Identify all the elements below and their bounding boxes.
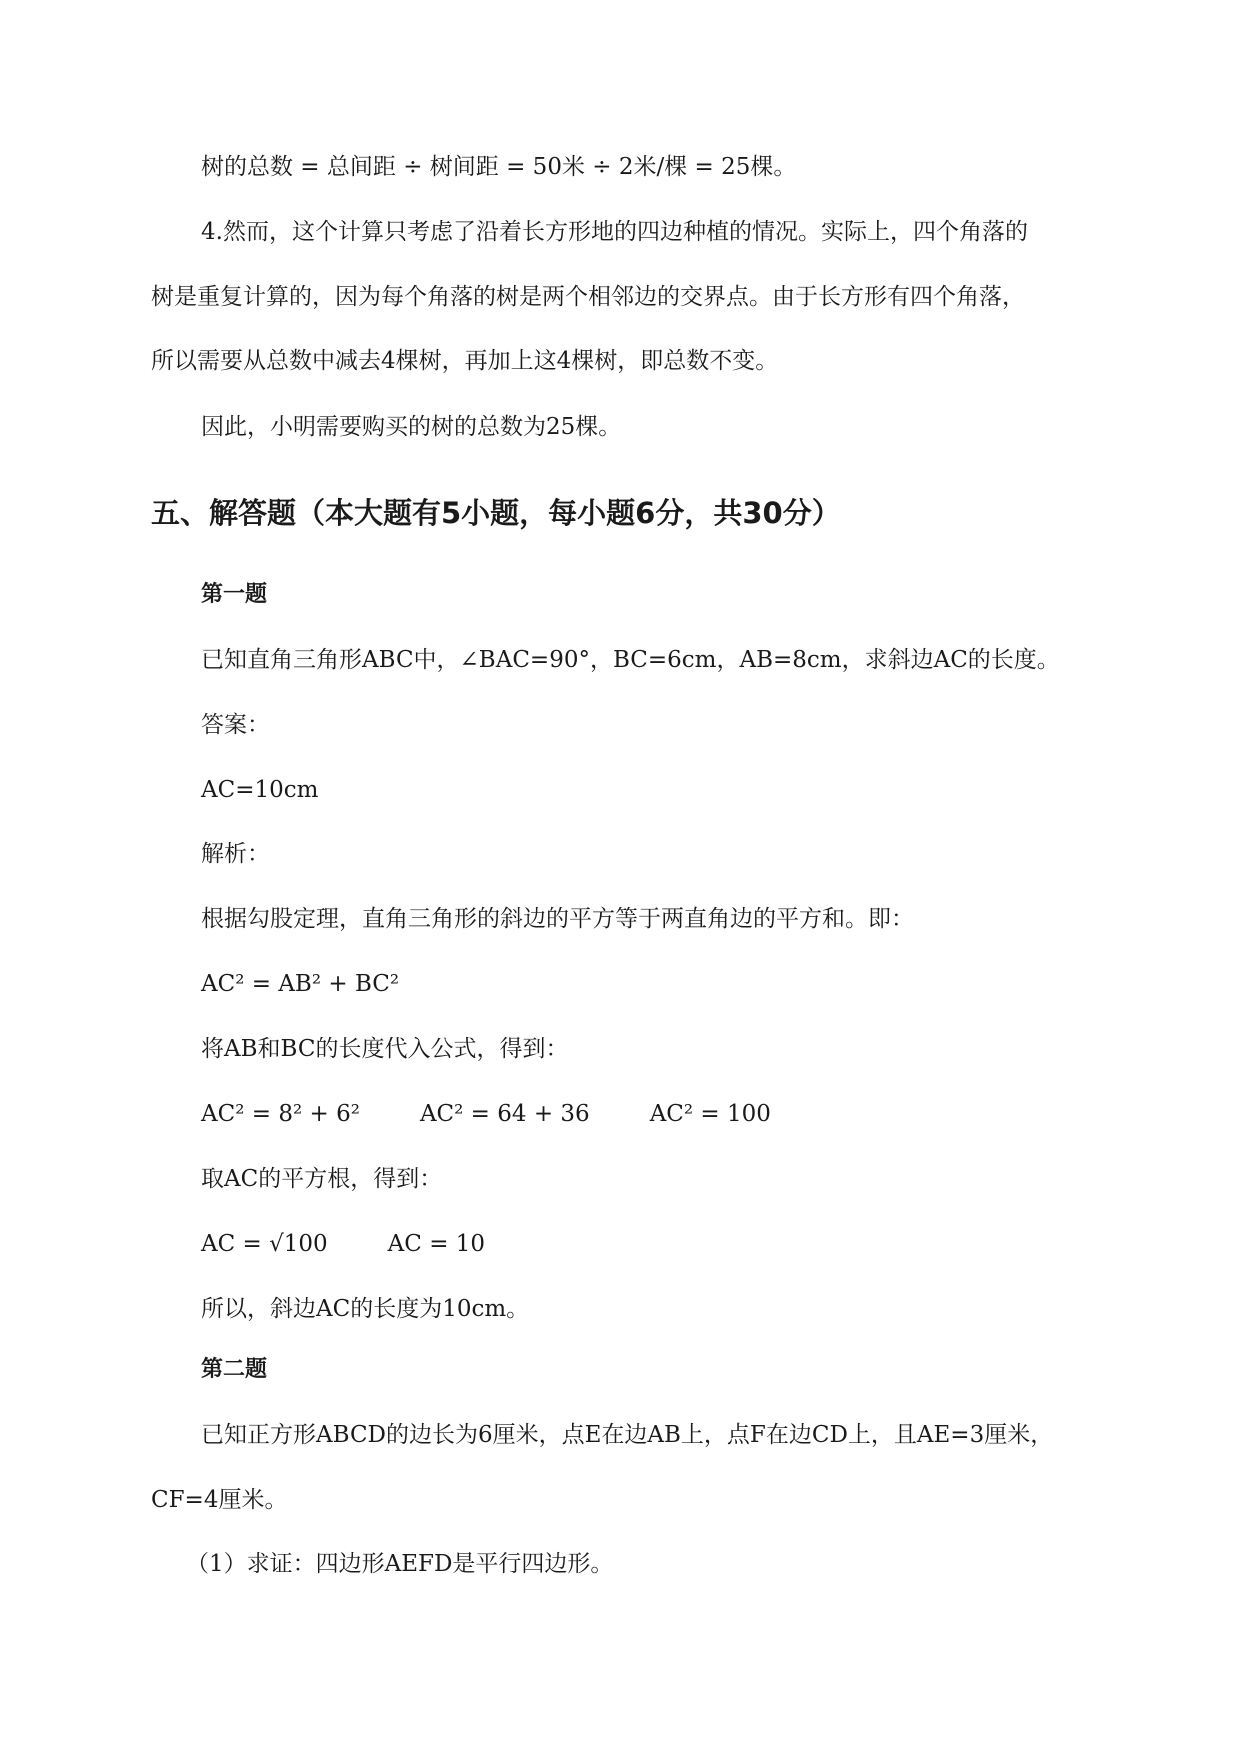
q2-part1: （1）求证：四边形AEFD是平行四边形。	[186, 1551, 614, 1577]
q1-answer-label: 答案：	[201, 712, 270, 738]
q1-step3: AC² = 100	[649, 1101, 771, 1127]
section-title: 五、解答题（本大题有5小题，每小题6分，共30分）	[151, 496, 841, 530]
point4-line1: 4.然而，这个计算只考虑了沿着长方形地的四边种植的情况。实际上，四个角落的	[201, 219, 1028, 245]
q1-sqrt2: AC = 10	[387, 1231, 486, 1257]
q1-step2: AC² = 64 + 36	[419, 1101, 590, 1127]
tree-total-formula: 树的总数 = 总间距 ÷ 树间距 = 50米 ÷ 2米/棵 = 25棵。	[201, 154, 797, 180]
q2-title: 第二题	[201, 1357, 268, 1382]
q1-statement: 已知直角三角形ABC中，∠BAC=90°，BC=6cm，AB=8cm，求斜边AC的长度。	[201, 647, 1060, 673]
q1-answer: AC=10cm	[201, 777, 319, 803]
q1-result: 所以，斜边AC的长度为10cm。	[201, 1296, 530, 1322]
point4-line2: 树是重复计算的，因为每个角落的树是两个相邻边的交界点。由于长方形有四个角落，	[151, 284, 1025, 310]
q1-substitute: 将AB和BC的长度代入公式，得到：	[201, 1036, 569, 1062]
q1-theorem: 根据勾股定理，直角三角形的斜边的平方等于两直角边的平方和。即：	[201, 906, 914, 932]
q1-sqrt-intro: 取AC的平方根，得到：	[201, 1166, 443, 1192]
point4-line3: 所以需要从总数中减去4棵树，再加上这4棵树，即总数不变。	[151, 348, 779, 374]
q2-statement-line1: 已知正方形ABCD的边长为6厘米，点E在边AB上，点F在边CD上，且AE=3厘米，	[201, 1422, 1054, 1448]
q1-step1: AC² = 8² + 6²	[201, 1101, 360, 1127]
q1-analysis-label: 解析：	[201, 841, 270, 867]
conclusion-line: 因此，小明需要购买的树的总数为25棵。	[201, 414, 622, 440]
q1-title: 第一题	[201, 582, 268, 607]
q1-sqrt1: AC = √100	[201, 1231, 328, 1257]
q1-pythagorean-formula: AC² = AB² + BC²	[201, 971, 400, 997]
q1-steps-row	[201, 1099, 771, 1129]
q2-statement-line2: CF=4厘米。	[151, 1487, 288, 1513]
q1-sqrt-row	[201, 1229, 485, 1259]
